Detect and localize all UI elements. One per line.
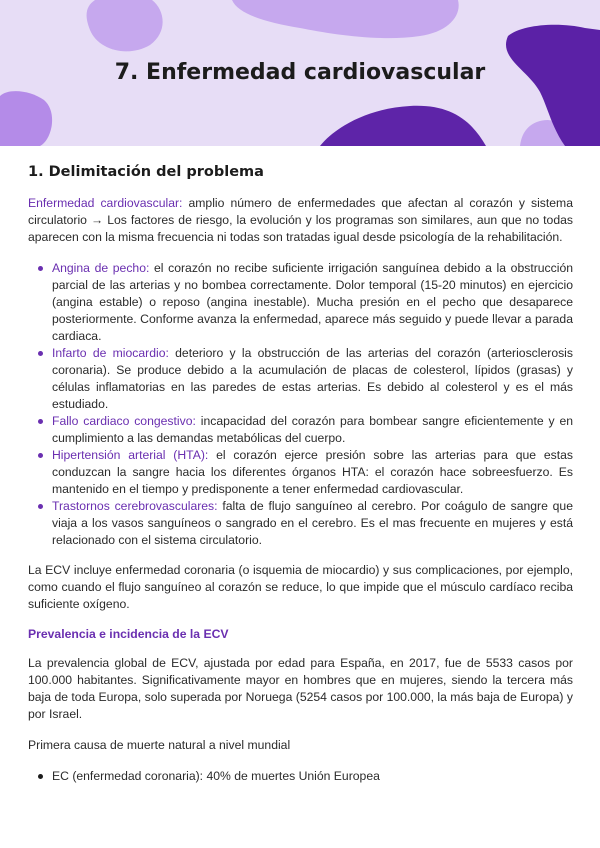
list-item-text: el corazón ejerce presión sobre las arterias para que estas conduzcan la sangre hacia los diferentes órganos HTA: el corazón hace sobreesfuerzo. Es mantenido en el tiempo y predisponente a tener enfermedad cardiovascular.	[52, 448, 573, 496]
list-item	[52, 768, 573, 785]
page-title: 7. Enfermedad cardiovascular	[114, 60, 486, 85]
mortality-intro: Primera causa de muerte natural a nivel mundial	[28, 738, 291, 752]
list-item-text: falta de flujo sanguíneo al cerebro. Por coágulo de sangre que viaja a los vasos sanguíneos o sangrado en el cerebro. Es el mas frecuente en mujeres y está relacionado con el sistema circulatorio.	[52, 499, 573, 547]
mortality-list	[28, 768, 573, 785]
list-item	[52, 498, 573, 549]
bullet-dot-icon	[38, 419, 43, 424]
intro-term: Enfermedad cardiovascular:	[28, 196, 183, 210]
list-item	[52, 345, 573, 413]
intro-text: amplio número de enfermedades que afectan al corazón y sistema circulatorio → Los factores de riesgo, la evolución y los programas son similares, aun que no todas aparecen con la misma frecuencia ni todas son tratadas igual desde psicología de la rehabilitación.	[28, 196, 573, 244]
prevalence-heading: Prevalencia e incidencia de la ECV	[28, 627, 229, 641]
intro-paragraph	[28, 195, 573, 246]
list-item-term: Infarto de miocardio:	[52, 346, 169, 360]
bullet-dot-icon	[38, 774, 43, 779]
bullet-dot-icon	[38, 351, 43, 356]
list-item-term: Trastornos cerebrovasculares:	[52, 499, 218, 513]
list-item-text: deterioro y la obstrucción de las arterias del corazón (arteriosclerosis coronaria). Se produce debido a la acumulación de placas de colesterol, lípidos (grasas) y células inflamatorias en las paredes de estas arterias. Es debido al colesterol y es el más estudiado.	[52, 346, 573, 411]
bullet-dot-icon	[38, 504, 43, 509]
list-item-text: incapacidad del corazón para bombear sangre eficientemente y en cumplimiento a las demandas metabólicas del cuerpo.	[52, 414, 574, 445]
list-item-term: Fallo cardiaco congestivo:	[52, 414, 196, 428]
ecv-paragraph: La ECV incluye enfermedad coronaria (o isquemia de miocardio) y sus complicaciones, por ejemplo, como cuando el flujo sanguíneo al corazón se reduce, lo que impide que el músculo cardíaco reciba suficiente oxígeno.	[28, 563, 573, 611]
bullet-dot-icon	[38, 266, 43, 271]
disease-list	[28, 260, 573, 549]
list-item-term: Hipertensión arterial (HTA):	[52, 448, 209, 462]
list-item	[52, 447, 573, 498]
prevalence-paragraph: La prevalencia global de ECV, ajustada por edad para España, en 2017, fue de 5533 casos por 100.000 habitantes. Significativamente mayor en hombres que en mujeres, siendo la tercera más baja de toda Europa, solo superada por Noruega (5254 casos por 100.000, la más baja de Europa) y por Israel.	[28, 656, 573, 721]
header-banner	[0, 0, 600, 146]
bullet-dot-icon	[38, 453, 43, 458]
list-item-term: Angina de pecho:	[52, 261, 150, 275]
section-heading: 1. Delimitación del problema	[28, 164, 264, 180]
list-item	[52, 413, 573, 447]
list-item-text: EC (enfermedad coronaria): 40% de muertes Unión Europea	[52, 769, 380, 783]
document-body	[28, 160, 573, 798]
list-item	[52, 260, 573, 345]
list-item-text: el corazón no recibe suficiente irrigación sanguínea debido a la obstrucción parcial de las arterias y no bombea correctamente. Dolor temporal (15-20 minutos) en ejercicio (angina estable) o reposo (angina inestable). Mucha presión en el pecho que desaparece posteriormente. Conforme avanza la enfermedad, aparece más seguido y puede llevar a parada cardiaca.	[52, 261, 573, 343]
